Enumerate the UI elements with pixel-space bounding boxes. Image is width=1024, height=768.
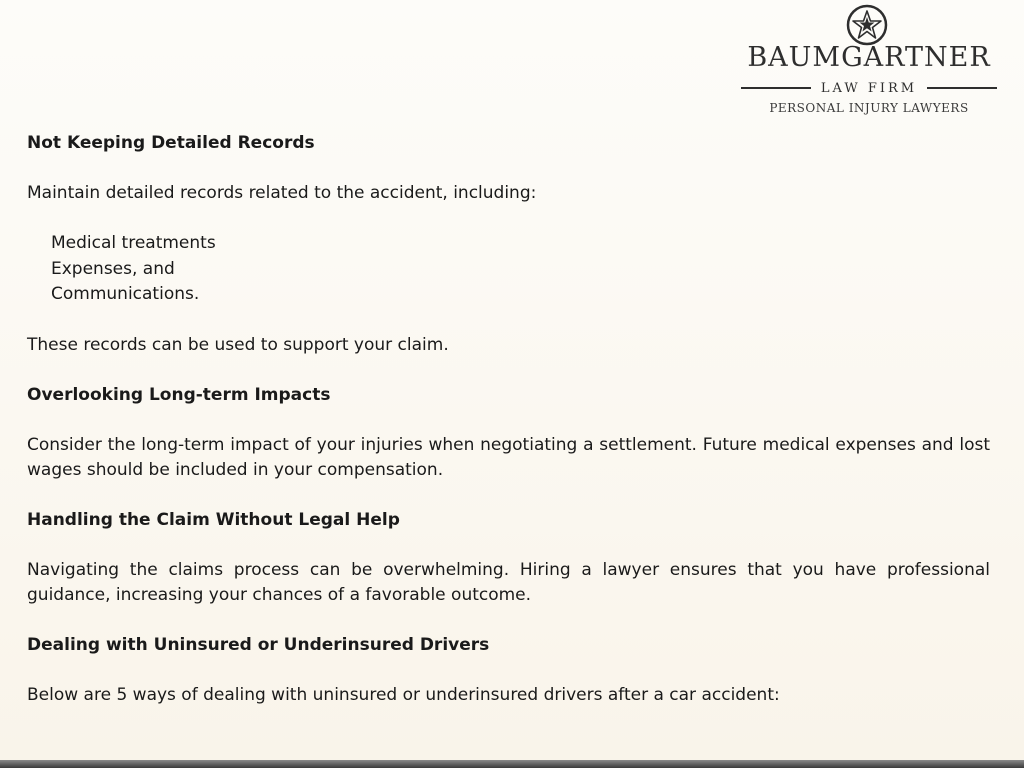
heading-legal-help: Handling the Claim Without Legal Help xyxy=(27,509,400,530)
legal-help-body: Navigating the claims process can be overwhelming. Hiring a lawyer ensures that you have professional guidance, increasing your chances of a favorable outcome. xyxy=(27,559,990,605)
records-intro: Maintain detailed records related to the accident, including: xyxy=(27,183,537,203)
logo-rule-left xyxy=(741,87,811,89)
logo-rule-right xyxy=(927,87,997,89)
list-item: Communications. xyxy=(51,284,200,304)
list-item: Expenses, and xyxy=(51,258,175,279)
heading-records: Not Keeping Detailed Records xyxy=(27,133,315,153)
records-outro: These records can be used to support your claim. xyxy=(27,334,449,355)
document-body xyxy=(27,131,990,708)
bottom-bar xyxy=(0,760,1024,768)
firm-logo xyxy=(724,0,1014,122)
list-item: Medical treatments xyxy=(51,233,216,253)
long-term-body: Consider the long-term impact of your injuries when negotiating a settlement. Future medical expenses and lost wages should be included in your compensation. xyxy=(27,434,990,480)
heading-uninsured: Dealing with Uninsured or Underinsured Drivers xyxy=(27,634,490,655)
firm-sub-row xyxy=(724,78,1014,98)
heading-long-term: Overlooking Long-term Impacts xyxy=(27,384,331,405)
firm-sub: LAW FIRM xyxy=(820,80,918,96)
records-list xyxy=(27,231,990,308)
firm-tagline: PERSONAL INJURY LAWYERS xyxy=(769,101,969,115)
uninsured-body: Below are 5 ways of dealing with uninsured or underinsured drivers after a car accident: xyxy=(27,684,780,705)
firm-name: BAUMGARTNER xyxy=(747,42,991,73)
